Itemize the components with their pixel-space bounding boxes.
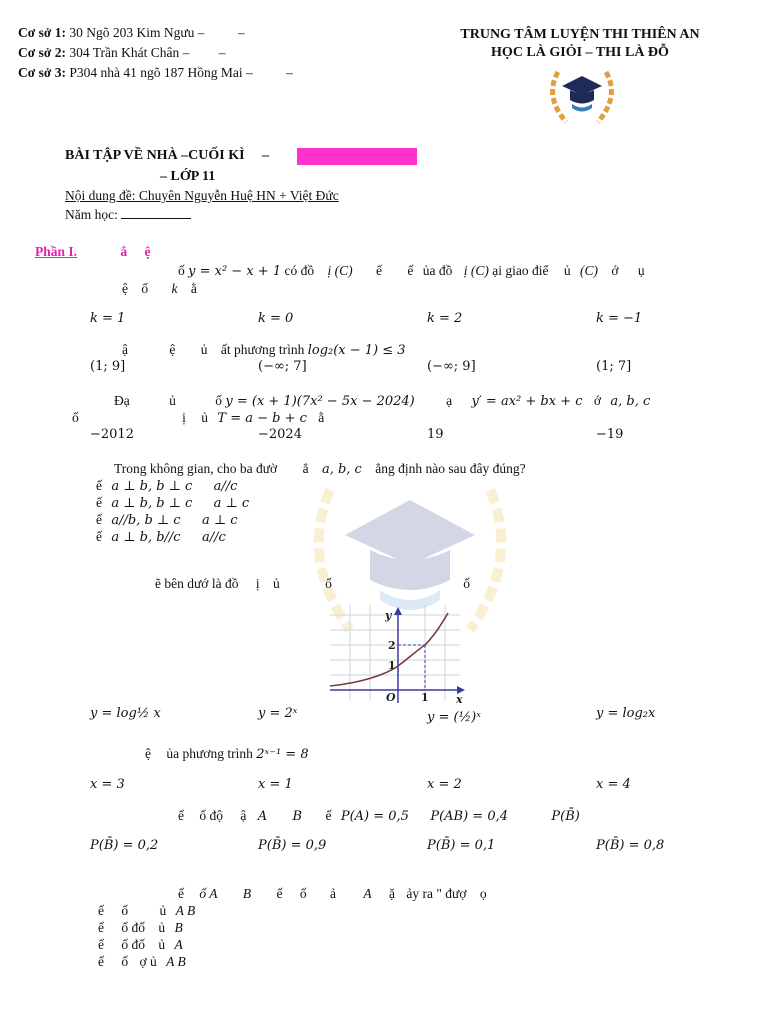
q2-line bbox=[122, 342, 406, 358]
q4-option-b: ế a ⊥ b, b ⊥ c a ⊥ c bbox=[96, 495, 250, 511]
campus-3-label: Cơ sở 3: bbox=[18, 65, 66, 80]
campus-1-dash: – bbox=[237, 25, 245, 40]
campus-1-label: Cơ sở 1: bbox=[18, 25, 66, 40]
q4-stem bbox=[114, 461, 526, 477]
q1-frag: k bbox=[171, 281, 178, 296]
center-slogan: HỌC LÀ GIỎI – THI LÀ ĐỖ bbox=[491, 45, 669, 60]
part-1-heading bbox=[35, 244, 151, 260]
q2-frag: ất phương trình bbox=[220, 342, 305, 357]
q5-option-a: y = log½ x bbox=[90, 706, 161, 721]
q3-frag: ằ bbox=[318, 410, 325, 425]
graph-y-tick-2: 2 bbox=[388, 639, 396, 652]
q6-option-d: x = 4 bbox=[596, 777, 631, 792]
doc-year-label: Năm học: bbox=[65, 207, 118, 222]
q7-option-b: P(B̄) = 0,9 bbox=[258, 838, 327, 853]
q1-frag: ụ bbox=[637, 263, 645, 278]
q7-option-c: P(B̄) = 0,1 bbox=[427, 838, 496, 853]
campus-2-address: 304 Trần Khát Chân – bbox=[69, 45, 190, 60]
q3-frag: ủ bbox=[201, 410, 209, 425]
q1-frag: ằ bbox=[190, 281, 197, 296]
q3-frag: ớ bbox=[593, 393, 602, 408]
q7-stem: ế ố độ ậ A B ế P(A) = 0,5 P(AB) = 0,4 P(B̄) bbox=[178, 808, 580, 824]
q4-frag: ẳ bbox=[302, 461, 309, 476]
q2-option-a: (1; 9] bbox=[90, 359, 126, 374]
q7-prob-a: P(A) = 0,5 bbox=[340, 809, 409, 824]
graph-x-tick: 1 bbox=[421, 691, 429, 704]
q4-option-d: ế a ⊥ b, b//c a//c bbox=[96, 529, 226, 545]
q3-frag: Đạ bbox=[114, 393, 130, 408]
campus-1 bbox=[18, 25, 245, 41]
q8-option-a: ế ố ủ A B bbox=[98, 903, 196, 918]
campus-2-dash: – bbox=[218, 45, 226, 60]
q5-stem: ẽ bên dướ là đồ ị ủ ố ố bbox=[155, 576, 470, 591]
q4-option-a: ế a ⊥ b, b ⊥ c a//c bbox=[96, 478, 238, 494]
q2-inequality: log₂(x − 1) ≤ 3 bbox=[307, 343, 406, 358]
graph-origin-label: O bbox=[386, 691, 396, 704]
graph-y-label: y bbox=[385, 609, 392, 622]
doc-year bbox=[65, 207, 191, 223]
q3-frag: ố bbox=[72, 410, 79, 425]
q1-line2 bbox=[122, 281, 197, 297]
q2-option-d: (1; 7] bbox=[596, 359, 632, 374]
q3-frag: ủ bbox=[169, 393, 176, 408]
q3-line2 bbox=[72, 410, 324, 426]
center-name: TRUNG TÂM LUYỆN THI THIÊN AN bbox=[460, 27, 700, 42]
q1-line1 bbox=[178, 263, 645, 279]
q5-option-c: y = (½)ˣ bbox=[427, 710, 481, 725]
q1-frag: ủa đồ bbox=[422, 263, 453, 278]
q1-option-a: k = 1 bbox=[90, 311, 126, 326]
q2-frag: ệ bbox=[169, 342, 176, 357]
q1-frag: ại giao điể bbox=[492, 263, 549, 278]
q4-tail: ẳng định nào sau đây đúng? bbox=[375, 461, 526, 476]
q1-option-c: k = 2 bbox=[427, 311, 463, 326]
q4-option-c: ế a//b, b ⊥ c a ⊥ c bbox=[96, 512, 238, 528]
q1-function: y = x² − x + 1 bbox=[188, 264, 282, 279]
q6-option-b: x = 1 bbox=[258, 777, 293, 792]
doc-content: Nội dung đề: Chuyên Nguyễn Huệ HN + Việt Đức bbox=[65, 188, 339, 203]
q3-option-d: −19 bbox=[596, 427, 624, 442]
q2-option-c: (−∞; 9] bbox=[427, 359, 476, 374]
q3-expression: T = a − b + c bbox=[217, 411, 307, 426]
highlight-box bbox=[297, 148, 417, 165]
q3-derivative: y′ = ax² + bx + c bbox=[471, 394, 583, 409]
q1-frag: ố bbox=[141, 281, 149, 296]
q8-option-b: ế ố đố ủ B bbox=[98, 920, 183, 935]
q8-stem: ế ố A B ế ố ả A ặ ảy ra " đượ ọ bbox=[178, 886, 487, 901]
campus-1-address: 30 Ngõ 203 Kim Ngưu – bbox=[69, 25, 205, 40]
campus-2-label: Cơ sở 2: bbox=[18, 45, 66, 60]
part-1-label: Phần I. bbox=[35, 244, 78, 259]
q7-prob-b-bar: P(B̄) bbox=[551, 809, 580, 824]
q3-line1 bbox=[114, 393, 650, 409]
q4-variables: a, b, c bbox=[321, 462, 362, 477]
campus-3-address: P304 nhà 41 ngõ 187 Hồng Mai – bbox=[69, 65, 253, 80]
q2-frag: ậ bbox=[122, 342, 128, 357]
q6-option-a: x = 3 bbox=[90, 777, 125, 792]
q7-option-a: P(B̄) = 0,2 bbox=[90, 838, 159, 853]
q1-frag: ớ bbox=[611, 263, 619, 278]
doc-title bbox=[65, 148, 269, 164]
q6-option-c: x = 2 bbox=[427, 777, 462, 792]
q1-frag: có đồ bbox=[284, 263, 315, 278]
q3-variables: a, b, c bbox=[610, 394, 651, 409]
doc-title-text: BÀI TẬP VỀ NHÀ –CUỐI KÌ bbox=[65, 148, 245, 163]
q1-frag: ế bbox=[375, 263, 382, 278]
q7-prob-ab: P(AB) = 0,4 bbox=[430, 809, 508, 824]
q5-option-d: y = log₂x bbox=[596, 706, 656, 721]
exponential-graph bbox=[330, 605, 470, 705]
q2-option-b: (−∞; 7] bbox=[258, 359, 307, 374]
part-1-frag1: ắ bbox=[120, 244, 128, 259]
q1-frag: ủ bbox=[563, 263, 571, 278]
campus-3 bbox=[18, 65, 293, 81]
q2-frag: ủ bbox=[200, 342, 208, 357]
q1-option-d: k = −1 bbox=[596, 311, 643, 326]
q1-frag: ị (C) bbox=[463, 263, 489, 278]
doc-grade: – LỚP 11 bbox=[160, 169, 216, 184]
q3-option-b: −2024 bbox=[258, 427, 302, 442]
q6-equation: 2ˣ⁻¹ = 8 bbox=[256, 747, 309, 762]
q1-frag: ệ bbox=[122, 281, 128, 296]
q3-frag: ạ bbox=[446, 393, 453, 408]
q1-frag: ố bbox=[178, 263, 185, 278]
graph-y-tick-1: 1 bbox=[388, 659, 396, 672]
q6-stem: ệ ủa phương trình 2ˣ⁻¹ = 8 bbox=[145, 746, 309, 762]
q8-option-d: ế ố ợ ủ A B bbox=[98, 954, 186, 969]
campus-3-dash: – bbox=[286, 65, 293, 80]
graph-x-label: x bbox=[456, 693, 463, 705]
q1-option-b: k = 0 bbox=[258, 311, 294, 326]
q8-option-c: ế ố đố ủ A bbox=[98, 937, 183, 952]
q3-function: y = (x + 1)(7x² − 5x − 2024) bbox=[225, 394, 415, 409]
graduation-cap-laurel-logo-icon bbox=[544, 64, 620, 126]
q7-option-d: P(B̄) = 0,8 bbox=[596, 838, 665, 853]
part-1-frag2: ệ bbox=[144, 244, 151, 259]
q3-frag: ị bbox=[182, 410, 186, 425]
q1-frag: ế bbox=[407, 263, 414, 278]
q1-frag: ị (C) bbox=[327, 263, 353, 278]
q4-lead: Trong không gian, cho ba đườ bbox=[114, 461, 278, 476]
q3-option-a: −2012 bbox=[90, 427, 134, 442]
campus-2 bbox=[18, 45, 225, 61]
q1-frag: (C) bbox=[579, 263, 598, 278]
q3-option-c: 19 bbox=[427, 427, 444, 442]
q3-frag: ố bbox=[215, 393, 222, 408]
doc-title-dash: – bbox=[262, 148, 270, 163]
q5-option-b: y = 2ˣ bbox=[258, 706, 298, 721]
